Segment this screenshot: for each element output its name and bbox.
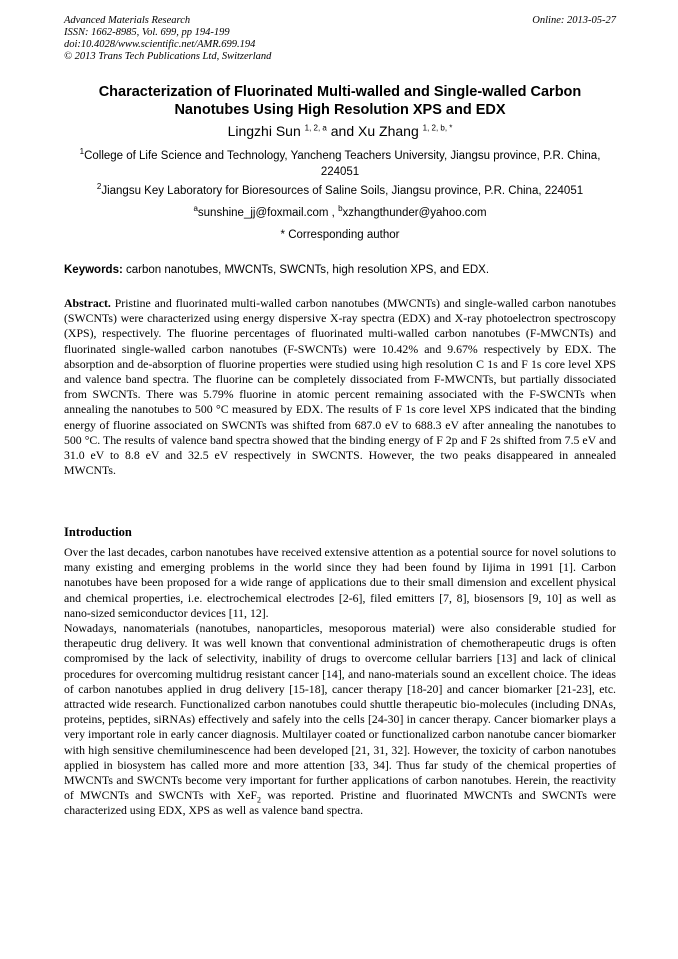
journal-header [64, 15, 616, 63]
journal-name: Advanced Materials Research [64, 15, 191, 26]
doi-line: doi:10.4028/www.scientific.net/AMR.699.194 [64, 39, 256, 50]
email-separator: , [328, 207, 339, 219]
keywords-text: carbon nanotubes, MWCNTs, SWCNTs, high resolution XPS, and EDX. [126, 264, 490, 276]
email-address[interactable]: sunshine_jj@foxmail.com [197, 207, 329, 219]
issn-line: ISSN: 1662-8985, Vol. 699, pp 194-199 [64, 27, 230, 38]
introduction-body [64, 545, 616, 819]
email-line [64, 205, 616, 221]
affiliation-text: College of Life Science and Technology, Yancheng Teachers University, Jiangsu province, P.R. China, 224051 [84, 150, 601, 178]
affiliation-1 [64, 148, 616, 180]
corresponding-author-note: * Corresponding author [280, 229, 400, 241]
abstract-text: Pristine and fluorinated multi-walled carbon nanotubes (MWCNTs) and single-walled carbon nanotubes (SWCNTs) were characterized using energy dispersive X-ray spectra (EDX) and X-ray photoelectron spectroscopy (XPS), respectively. The fluorine percentages of fluorinated multi-walled carbon nanotubes (F-MWCNTs) and fluorinated single-walled carbon nanotubes (F-SWCNTs) were 10.42% and 9.67% respectively by EDX. The absorption and de-absorption of fluorine properties were studied using high resolution C 1s and F 1s core level XPS and valence band spectra. The fluorine can be completely dissociated from F-MWCNTs, but partially dissociated from SWCNTs. There was 5.79% fluorine in atomic percent remaining associated with the F-SWCNTs when annealing the nanotubes to 500 °C measured by EDX. The results of F 1s core level XPS indicated that the binding energy of fluorine associated on SWCNTs was shifted from 687.0 eV to 688.3 eV after annealing the nanotubes to 500 °C. The results of valence band spectra showed that the binding energy of F 2p and F 2s shifted from 7.5 eV and 31.0 eV to 8.8 eV and 32.5 eV respectively in SWCNTS. However, the two peaks disappeared in annealed MWCNTs. [64, 296, 616, 478]
abstract-label: Abstract. [64, 296, 111, 310]
copyright-line: © 2013 Trans Tech Publications Ltd, Switzerland [64, 51, 272, 62]
affiliation-number: 1 [79, 147, 85, 157]
online-date: Online: 2013-05-27 [532, 15, 616, 26]
paper-title: Characterization of Fluorinated Multi-walled and Single-walled Carbon Nanotubes Using High Resolution XPS and EDX [98, 84, 582, 118]
section-heading-introduction: Introduction [64, 525, 132, 539]
intro-paragraph-2-end: was reported. Pristine and fluorinated MWCNTs and SWCNTs were characterized using EDX, XPS as well as valence band spectra. [64, 788, 616, 818]
keywords-label: Keywords: [64, 264, 123, 276]
abstract [64, 296, 616, 478]
author-affiliation-mark: 1, 2, a [304, 123, 327, 133]
author-line [64, 122, 616, 140]
author-name: Lingzhi Sun [227, 123, 301, 139]
author-conjunction: and [330, 123, 355, 139]
intro-paragraph-2 [64, 621, 616, 819]
keywords [64, 262, 616, 278]
affiliation-2 [64, 183, 616, 199]
subscript: 2 [257, 795, 262, 805]
affiliation-number: 2 [96, 182, 102, 192]
email-mark: a [193, 204, 198, 214]
intro-paragraph-2-text: Nowadays, nanomaterials (nanotubes, nanoparticles, mesoporous material) were also considerable studied for therapeutic drug delivery. It was well known that conventional administration of chemotherapeutic drugs is often compromised by the lack of selectivity, inability of drugs to overcome cellular barriers [13] and lack of clinical procedures for overcoming multidrug resistant cancer [14], and nano-materials sound an excellent choice. The ideas of carbon nanotubes applied in drug delivery [15-18], cancer therapy [18-20] and cancer biomarker [21-23], etc. attracted wide research. Functionalized carbon nanotubes could shuttle therapeutic bio-molecules (including DNAs, proteins, peptides, siRNAs) effectively and safely into the cells [24-30] in cancer therapy. Cancer biomarker plays a very important role in early cancer diagnosis. Multilayer coated or functionalized carbon nanotube cancer biomarker with high sensitive chemiluminescence had been developed [21, 31, 32]. However, the toxicity of carbon nanotubes applied in biosystem has called more and more attention [33, 34]. Thus far study of the chemical properties of MWCNTs and SWCNTs become very important for further applications of carbon nanotubes. Herein, the reactivity of MWCNTs and SWCNTs with XeF [64, 621, 616, 803]
affiliation-text: Jiangsu Key Laboratory for Bioresources of Saline Soils, Jiangsu province, P.R. China, 224051 [101, 185, 584, 197]
email-address[interactable]: xzhangthunder@yahoo.com [342, 207, 487, 219]
author-affiliation-mark: 1, 2, b, * [422, 123, 453, 133]
author-name: Xu Zhang [358, 123, 419, 139]
email-mark: b [338, 204, 343, 214]
intro-paragraph-1: Over the last decades, carbon nanotubes have received extensive attention as a potential source for novel solutions to many existing and emerging problems in the world since they had been found by Iijima in 1991 [1]. Carbon nanotubes have been proposed for a wide range of applications due to their small dimension and excellent physical and chemical properties, i.e. electrochemical electrodes [2-6], filed emitters [7, 8], biosensors [9, 10] as well as nano-sized semiconductor devices [11, 12]. [64, 545, 616, 620]
